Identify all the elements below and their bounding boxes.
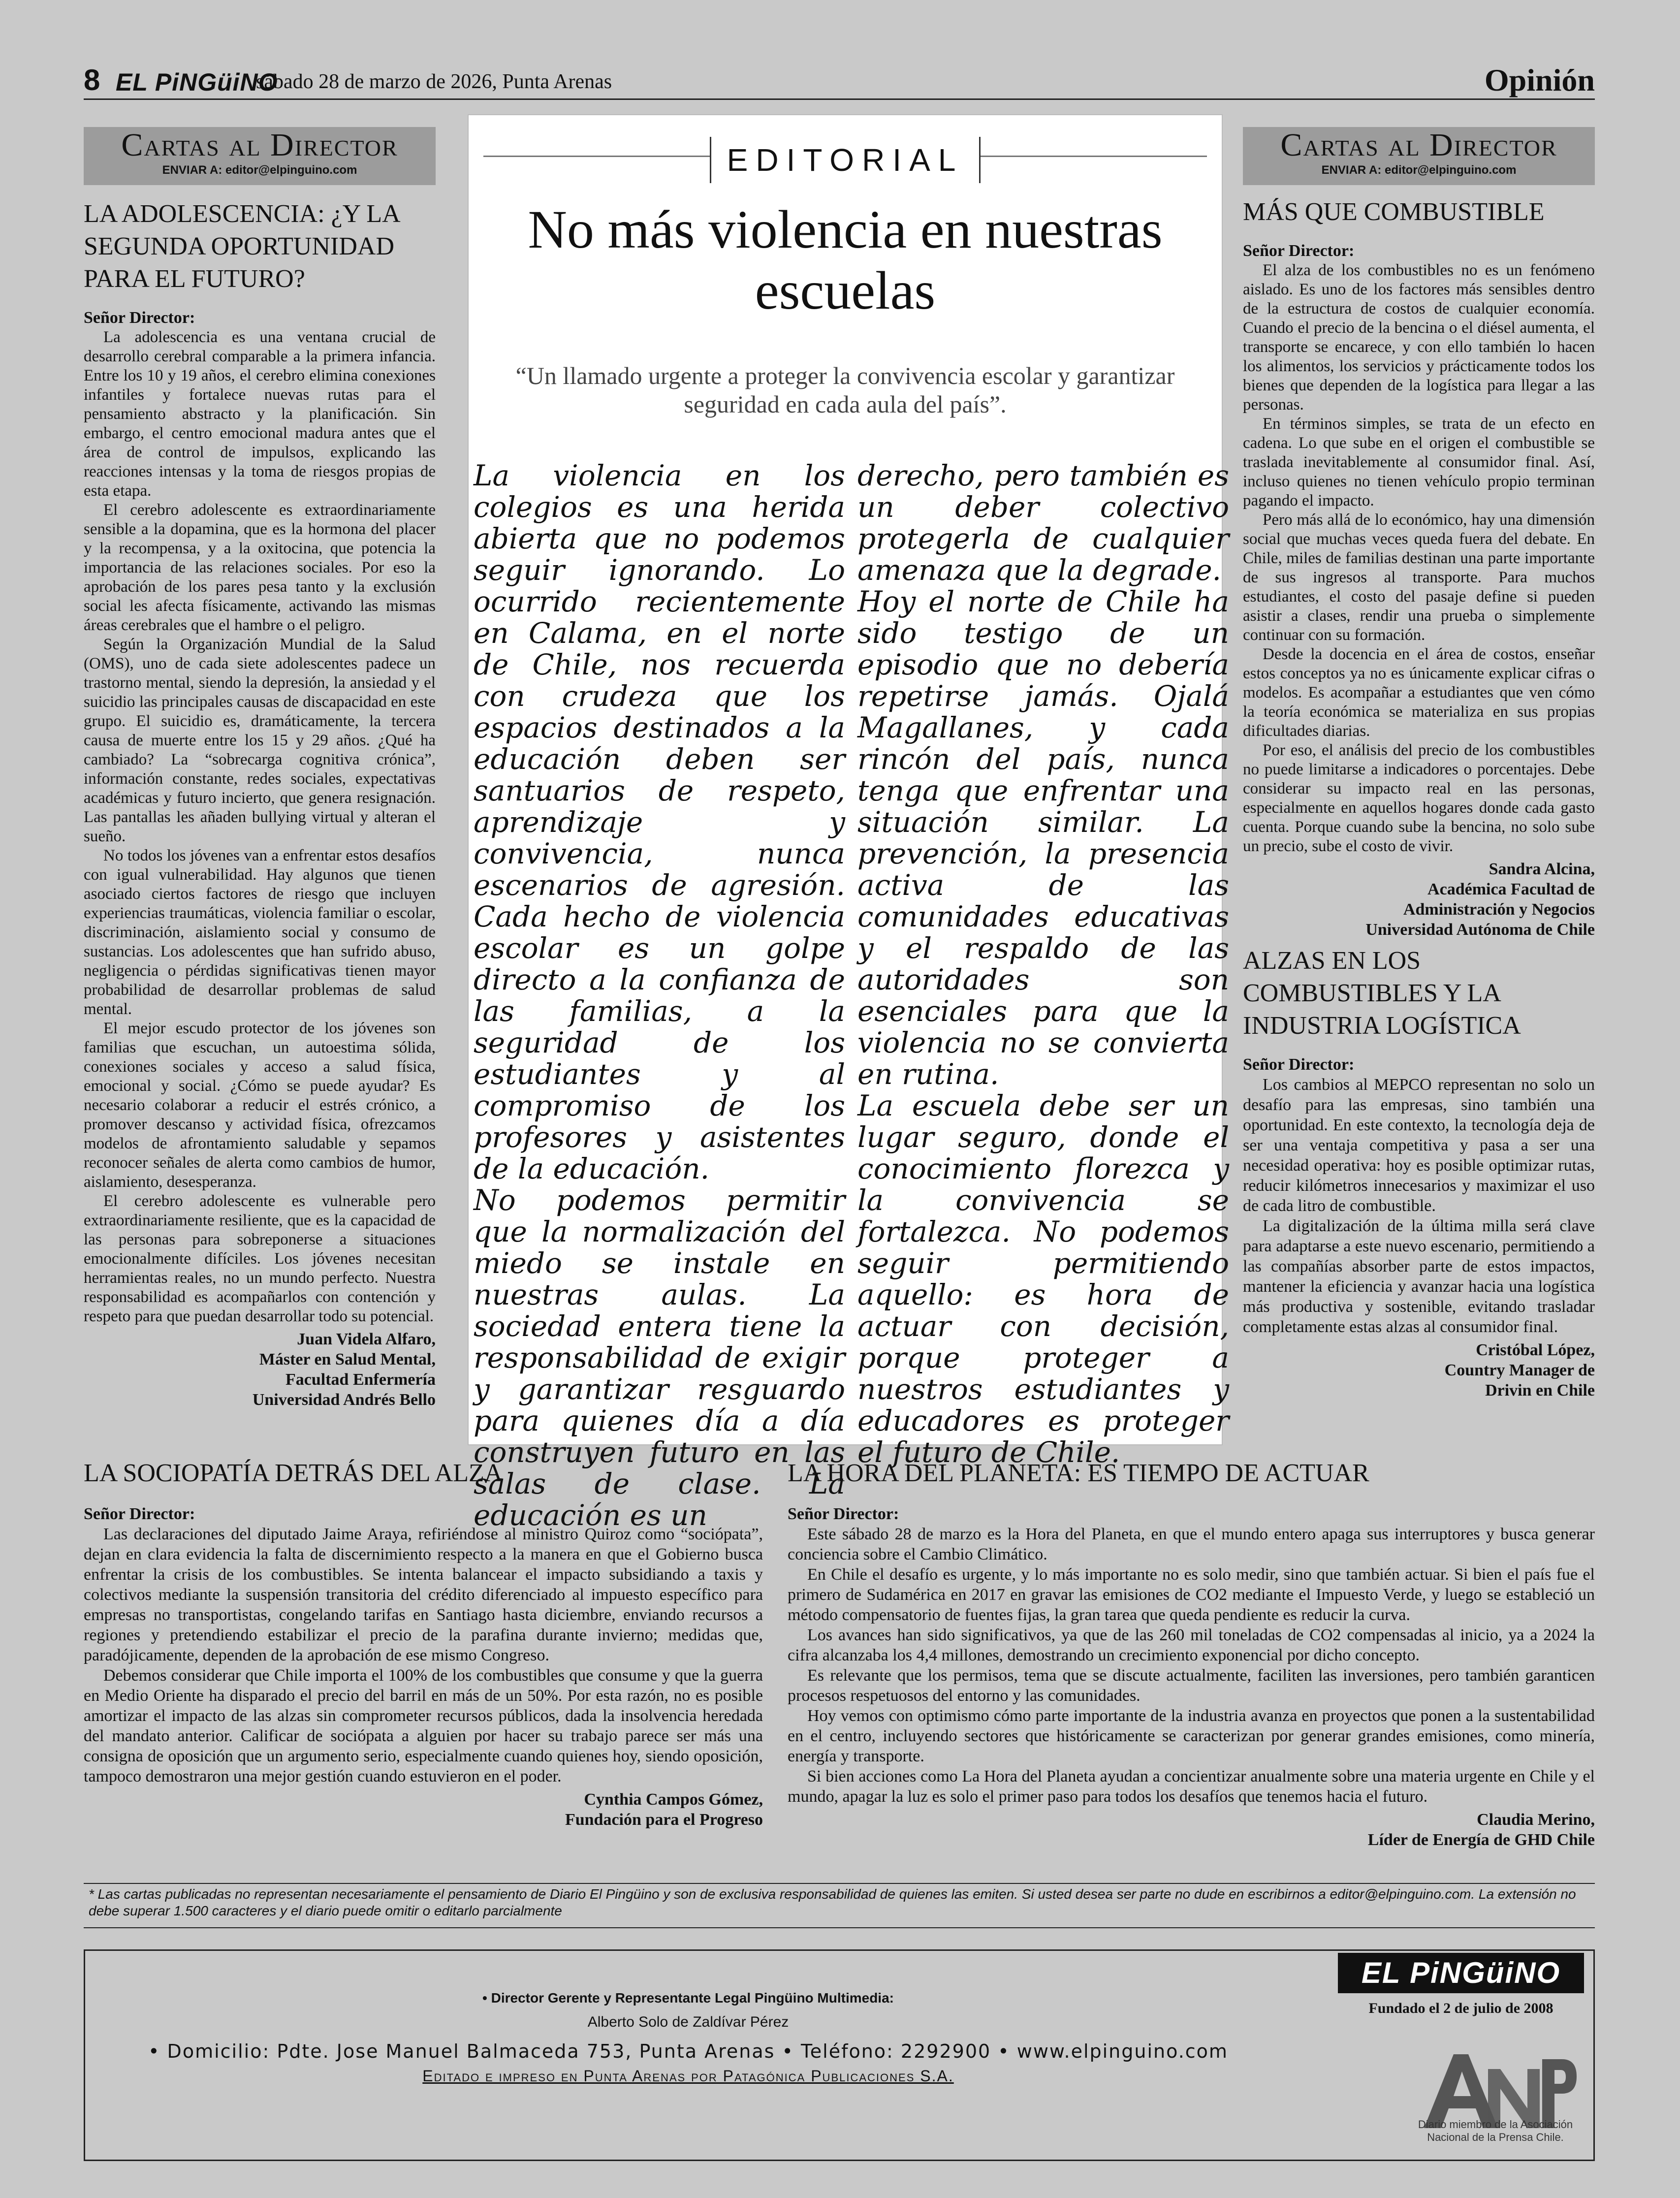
disclaimer-footnote: * Las cartas publicadas no representan necesariamente el pensamiento de Diario El Pingüino y son de exclusiva responsabilidad de quienes las emiten. Si usted desea ser parte no dude en escribirnos a editor@elpinguino.com. La extensión no debe superar 1.500 caracteres y el diario puede omitir o editarlo parcialmente bbox=[84, 1883, 1595, 1928]
page-header bbox=[84, 59, 1595, 100]
letter-paragraph: El alza de los combustibles no es un fenómeno aislado. Es uno de los factores más sensibles dentro de la estructura de costos de cualquier economía. Cuando el precio de la bencina o el diésel aumenta, el transporte se encarece, y con ello también lo hacen los alimentos, los servicios y prácticamente todos los bienes que dependen de la logística para llegar a las personas. bbox=[1243, 261, 1595, 414]
letter-signature bbox=[1243, 859, 1595, 940]
signature-line: Universidad Andrés Bello bbox=[252, 1391, 436, 1409]
signature-line: Claudia Merino, bbox=[1477, 1811, 1595, 1829]
letter-salutation: Señor Director: bbox=[84, 1505, 195, 1523]
editorial-label: EDITORIAL bbox=[710, 137, 981, 183]
editorial-paragraph: La violencia en los colegios es una herida abierta que no podemos seguir ignorando. Lo ocurrido recientemente en Calama, en el norte de Chile, nos recuerda con crudeza que los espacios destinados a la educación deben ser santuarios de respeto, aprendizaje y convivencia, nunca escenarios de agresión. Cada hecho de violencia escolar es un golpe directo a la confianza de las familias, a la seguridad de los estudiantes y al compromiso de los profesores y asistentes de la educación. bbox=[474, 459, 845, 1185]
founded-date: Fundado el 2 de julio de 2008 bbox=[1368, 2000, 1553, 2016]
editorial-quote: “Un llamado urgente a proteger la convivencia escolar y garantizar seguridad en cada aula del país”. bbox=[515, 362, 1175, 418]
footer-logo: EL PiNGüiNO bbox=[1338, 1953, 1584, 1993]
cartas-send-to: ENVIAR A: editor@elpinguino.com bbox=[162, 163, 357, 177]
right-column bbox=[1243, 127, 1595, 1401]
letter-paragraph: Pero más allá de lo económico, hay una dimensión social que muchas veces queda fuera del debate. En Chile, miles de familias destinan una parte importante de sus ingresos al transporte. Para muchos estudiantes, el costo del pasaje define si pueden asistir a clases, rendir una prueba o simplemente continuar con su formación. bbox=[1243, 511, 1595, 644]
letter-paragraph: El cerebro adolescente es extraordinariamente sensible a la dopamina, que es la hormona del placer y la recompensa, y a la oxitocina, que potencia la importancia de las relaciones sociales. Por eso la aprobación de los pares pesa tanto y la exclusión social les afecta físicamente, activando las mismas áreas cerebrales que el hambre o el peligro. bbox=[84, 501, 436, 634]
page-number: 8 bbox=[84, 64, 100, 96]
letter-salutation: Señor Director: bbox=[1243, 1055, 1355, 1074]
letter-paragraph: Hoy vemos con optimismo cómo parte importante de la industria avanza en proyectos que ponen a la sustentabilidad en el centro, incluyendo sectores que históricamente se caracterizan por generar grandes emisiones, como minería, energía y transporte. bbox=[788, 1707, 1595, 1765]
letter-paragraph: Si bien acciones como La Hora del Planeta ayudan a concientizar anualmente sobre una materia urgente en Chile y el mundo, apagar la luz es solo el primer paso para todos los desafíos que tenemos hacia el futuro. bbox=[788, 1767, 1595, 1806]
letter-signature bbox=[1243, 1340, 1595, 1401]
printed-by: Editado e impreso en Punta Arenas por Patagónica Publicaciones S.A. bbox=[422, 2067, 954, 2085]
letter-salutation: Señor Director: bbox=[788, 1505, 899, 1523]
letter-paragraph: Debemos considerar que Chile importa el 100% de los combustibles que consume y que la guerra en Medio Oriente ha disparado el precio del barril en más de un 50%. Por esta razón, no es posible amortizar el impacto de las alzas sin comprometer recursos públicos, dada la insolvencia heredada del mandato anterior. Calificar de sociópata a alguien por hacer su trabajo parece ser más una consigna de oposición que un argumento serio, especialmente cuando quienes hoy, siendo oposición, tampoco demostraron una mejor gestión cuando estuvieron en el poder. bbox=[84, 1666, 763, 1785]
letter-paragraph: Los avances han sido significativos, ya que de las 260 mil toneladas de CO2 compensadas al inicio, ya a 2024 la cifra alcanzaba los 4,4 millones, demostrando un crecimiento exponencial por dicho concepto. bbox=[788, 1626, 1595, 1664]
section-title: Opinión bbox=[1484, 63, 1595, 97]
letter-paragraph: Según la Organización Mundial de la Salud (OMS), uno de cada siete adolescentes padece un trastorno mental, siendo la depresión, la ansiedad y el suicidio las principales causas de discapacidad en este grupo. El suicidio es, dramáticamente, la tercera causa de muerte entre los 15 y 29 años. ¿Qué ha cambiado? La “sobrecarga cognitiva crónica”, información constante, redes sociales, expectativas académicas y futuro incierto, que genera resignación. Las pantallas les añaden bullying virtual y alteran el sueño. bbox=[84, 636, 436, 845]
letter-paragraph: Es relevante que los permisos, tema que se discute actualmente, faciliten las inversiones, pero también garanticen procesos respetuosos del entorno y las comunidades. bbox=[788, 1666, 1595, 1705]
signature-line: Sandra Alcina, bbox=[1489, 860, 1595, 878]
signature-line: Juan Videla Alfaro, bbox=[297, 1330, 436, 1348]
letter-paragraph: Las declaraciones del diputado Jaime Araya, refiriéndose al ministro Quiroz como “sociópata”, dejan en clara evidencia la falta de discernimiento respecto a la manera en que el Gobierno busca enfrentar la crisis de los combustibles. Se intenta balancear el impacto subsidiando a taxis y colectivos mediante la suspensión transitoria del crédito diferenciado al impuesto específico para empresas no transportistas, congelando tarifas en Santiago hasta diciembre, enviando recursos a regiones y pretendiendo estabilizar el precio de la parafina durante invierno; medidas que, paradójicamente, dependen de la aprobación de ese mismo Congreso. bbox=[84, 1525, 763, 1664]
signature-line: Country Manager de bbox=[1444, 1361, 1595, 1379]
letter-paragraph: En términos simples, se trata de un efecto en cadena. Lo que sube en el origen el combustible se traslada inevitablemente al consumidor final. Así, incluso quienes no tienen vehículo propio terminan pagando el impacto. bbox=[1243, 415, 1595, 510]
signature-line: Administración y Negocios bbox=[1403, 900, 1595, 919]
cartas-title: Cartas al Director bbox=[121, 127, 398, 163]
letter-signature bbox=[84, 1329, 436, 1410]
anp-caption: Diario miembro de la Asociación Nacional de la Prensa Chile. bbox=[1418, 2118, 1573, 2143]
letter-headline: LA ADOLESCENCIA: ¿Y LA SEGUNDA OPORTUNIDAD PARA EL FUTURO? bbox=[84, 200, 399, 293]
imprint-footer bbox=[84, 1949, 1595, 2161]
letter-paragraph: El cerebro adolescente es vulnerable pero extraordinariamente resiliente, que es la capacidad de las personas para sobreponerse a situaciones emocionalmente difíciles. Los jóvenes necesitan herramientas reales, no un mundo perfecto. Nuestra responsabilidad es acompañarlos con contención y respeto para que puedan desarrollar todo su potencial. bbox=[84, 1192, 436, 1325]
bottom-left-letter bbox=[84, 1457, 763, 1830]
cartas-box-right bbox=[1243, 127, 1595, 185]
letter-signature bbox=[84, 1789, 763, 1830]
letter-paragraph: Los cambios al MEPCO representan no solo un desafío para las empresas, sino también una oportunidad. En este contexto, la tecnología deja de ser una ventaja competitiva y pasa a ser una necesidad operativa: hoy es posible optimizar rutas, reducir kilómetros innecesarios y maximizar el uso de cada litro de combustible. bbox=[1243, 1076, 1595, 1215]
signature-line: Máster en Salud Mental, bbox=[259, 1350, 436, 1369]
editorial-column-2 bbox=[857, 460, 1229, 1468]
bottom-right-letter bbox=[788, 1457, 1595, 1850]
cartas-box-left bbox=[84, 127, 436, 185]
signature-line: Cynthia Campos Gómez, bbox=[584, 1790, 763, 1809]
cartas-title: Cartas al Director bbox=[1280, 127, 1557, 163]
director-name: Alberto Solo de Zaldívar Pérez bbox=[587, 2014, 789, 2030]
masthead-logo: EL PiNGüiNO bbox=[116, 68, 278, 96]
signature-line: Facultad Enfermería bbox=[285, 1370, 436, 1389]
editorial-paragraph: Hoy el norte de Chile ha sido testigo de un episodio que no debería repetirse jamás. Ojalá Magallanes, y cada rincón del país, nunca tenga que enfrentar una situación similar. La prevención, la presencia activa de las comunidades educativas y el respaldo de las autoridades son esenciales para que la violencia no se convierta en rutina. bbox=[857, 585, 1229, 1091]
cartas-send-to: ENVIAR A: editor@elpinguino.com bbox=[1321, 163, 1517, 177]
letter-paragraph: Desde la docencia en el área de costos, enseñar estos conceptos ya no es únicamente explicar cifras o modelos. Es acompañar a estudiantes que ven cómo la teoría económica se materializa en sus propias dificultades diarias. bbox=[1243, 645, 1595, 740]
letter-salutation: Señor Director: bbox=[84, 309, 195, 327]
letter-headline: MÁS QUE COMBUSTIBLE bbox=[1243, 198, 1545, 226]
letter-paragraph: La adolescencia es una ventana crucial de desarrollo cerebral comparable a la primera infancia. Entre los 10 y 19 años, el cerebro elimina conexiones infantiles y fortalece nuevas rutas para el pensamiento abstracto y la planificación. Sin embargo, el centro emocional madura antes que el área de control de impulsos, explicando las reacciones intensas y la toma de riesgos propias de esta etapa. bbox=[84, 328, 436, 500]
letter-paragraph: La digitalización de la última milla será clave para adaptarse a este nuevo escenario, permitiendo a las compañías absorber parte de estos impactos, mantener la eficiencia y avanzar hacia una logística más productiva y sostenible, evitando trasladar completamente estas alzas al consumidor final. bbox=[1243, 1217, 1595, 1336]
editorial-paragraph: La escuela debe ser un lugar seguro, donde el conocimiento florezca y la convivencia se fortalezca. No podemos seguir permitiendo aquello: es hora de actuar con decisión, porque proteger a nuestros estudiantes y educadores es proteger el futuro de Chile. bbox=[857, 1089, 1229, 1469]
signature-line: Académica Facultad de bbox=[1427, 880, 1595, 898]
letter-paragraph: Este sábado 28 de marzo es la Hora del Planeta, en que el mundo entero apaga sus interruptores y busca generar conciencia sobre el Cambio Climático. bbox=[788, 1525, 1595, 1563]
letter-headline: LA SOCIOPATÍA DETRÁS DEL ALZA bbox=[84, 1459, 503, 1487]
signature-line: Cristóbal López, bbox=[1476, 1341, 1595, 1359]
editorial-title: No más violencia en nuestras escuelas bbox=[528, 199, 1163, 320]
letter-paragraph: En Chile el desafío es urgente, y lo más importante no es solo medir, sino que también actuar. Si bien el país fue el primero de Sudamérica en 2017 en gravar las emisiones de CO2 mediante el Impuesto Verde, y luego se estableció un método compensatorio de fuentes fijas, la gran tarea que queda pendiente es reducir la curva. bbox=[788, 1565, 1595, 1624]
letter-signature bbox=[788, 1810, 1595, 1850]
signature-line: Líder de Energía de GHD Chile bbox=[1367, 1831, 1595, 1849]
letter-headline: LA HORA DEL PLANETA: ES TIEMPO DE ACTUAR bbox=[788, 1459, 1369, 1487]
letter-paragraph: No todos los jóvenes van a enfrentar estos desafíos con igual vulnerabilidad. Hay algunos que tienen asociado ciertos factores de riesgo que incluyen experiencias traumáticas, violencia familiar o escolar, discriminación, aislamiento social y consumo de sustancias. Los adolescentes que han sufrido abuso, negligencia o pérdidas significativas tienen mayor probabilidad de desarrollar problemas de salud mental. bbox=[84, 847, 436, 1018]
signature-line: Drivin en Chile bbox=[1485, 1381, 1595, 1400]
letter-salutation: Señor Director: bbox=[1243, 242, 1355, 260]
editorial-column-1 bbox=[474, 460, 845, 1531]
letter-paragraph: El mejor escudo protector de los jóvenes son familias que escuchan, un autoestima sólida, conexiones sociales y acceso a salud física, emocional y social. ¿Cómo se puede ayudar? Es necesario colaborar a reducir el estrés crónico, a promover descanso y actividad física, ofrezcamos modelos de afrontamiento saludable y sepamos reconocer señales de alerta como cambios de humor, aislamiento, desesperanza. bbox=[84, 1019, 436, 1191]
signature-line: Universidad Autónoma de Chile bbox=[1365, 921, 1595, 939]
director-label: • Director Gerente y Representante Legal Pingüino Multimedia: bbox=[482, 1990, 894, 2006]
signature-line: Fundación para el Progreso bbox=[565, 1811, 763, 1829]
letter-headline: ALZAS EN LOS COMBUSTIBLES Y LA INDUSTRIA LOGÍSTICA bbox=[1243, 947, 1521, 1040]
address-line: • Domicilio: Pdte. Jose Manuel Balmaceda 753, Punta Arenas • Teléfono: 2292900 • www.elpinguino.com bbox=[148, 2040, 1228, 2062]
editorial-paragraph: No podemos permitir que la normalización del miedo se instale en nuestras aulas. La sociedad entera tiene la responsabilidad de exigir y garantizar resguardo para quienes día a día construyen futuro en las salas de clase. La educación es un bbox=[474, 1183, 845, 1532]
editorial-paragraph: derecho, pero también es un deber colectivo protegerla de cualquier amenaza que la degrade. bbox=[857, 459, 1229, 587]
letter-paragraph: Por eso, el análisis del precio de los combustibles no puede limitarse a indicadores o porcentajes. Debe considerar su impacto real en las personas, especialmente en aquellos hogares donde cada gasto cuenta. Porque cuando sube la bencina, no solo sube un precio, sube el costo de vivir. bbox=[1243, 741, 1595, 855]
left-column bbox=[84, 127, 436, 1410]
dateline: sábado 28 de marzo de 2026, Punta Arenas bbox=[256, 70, 612, 93]
